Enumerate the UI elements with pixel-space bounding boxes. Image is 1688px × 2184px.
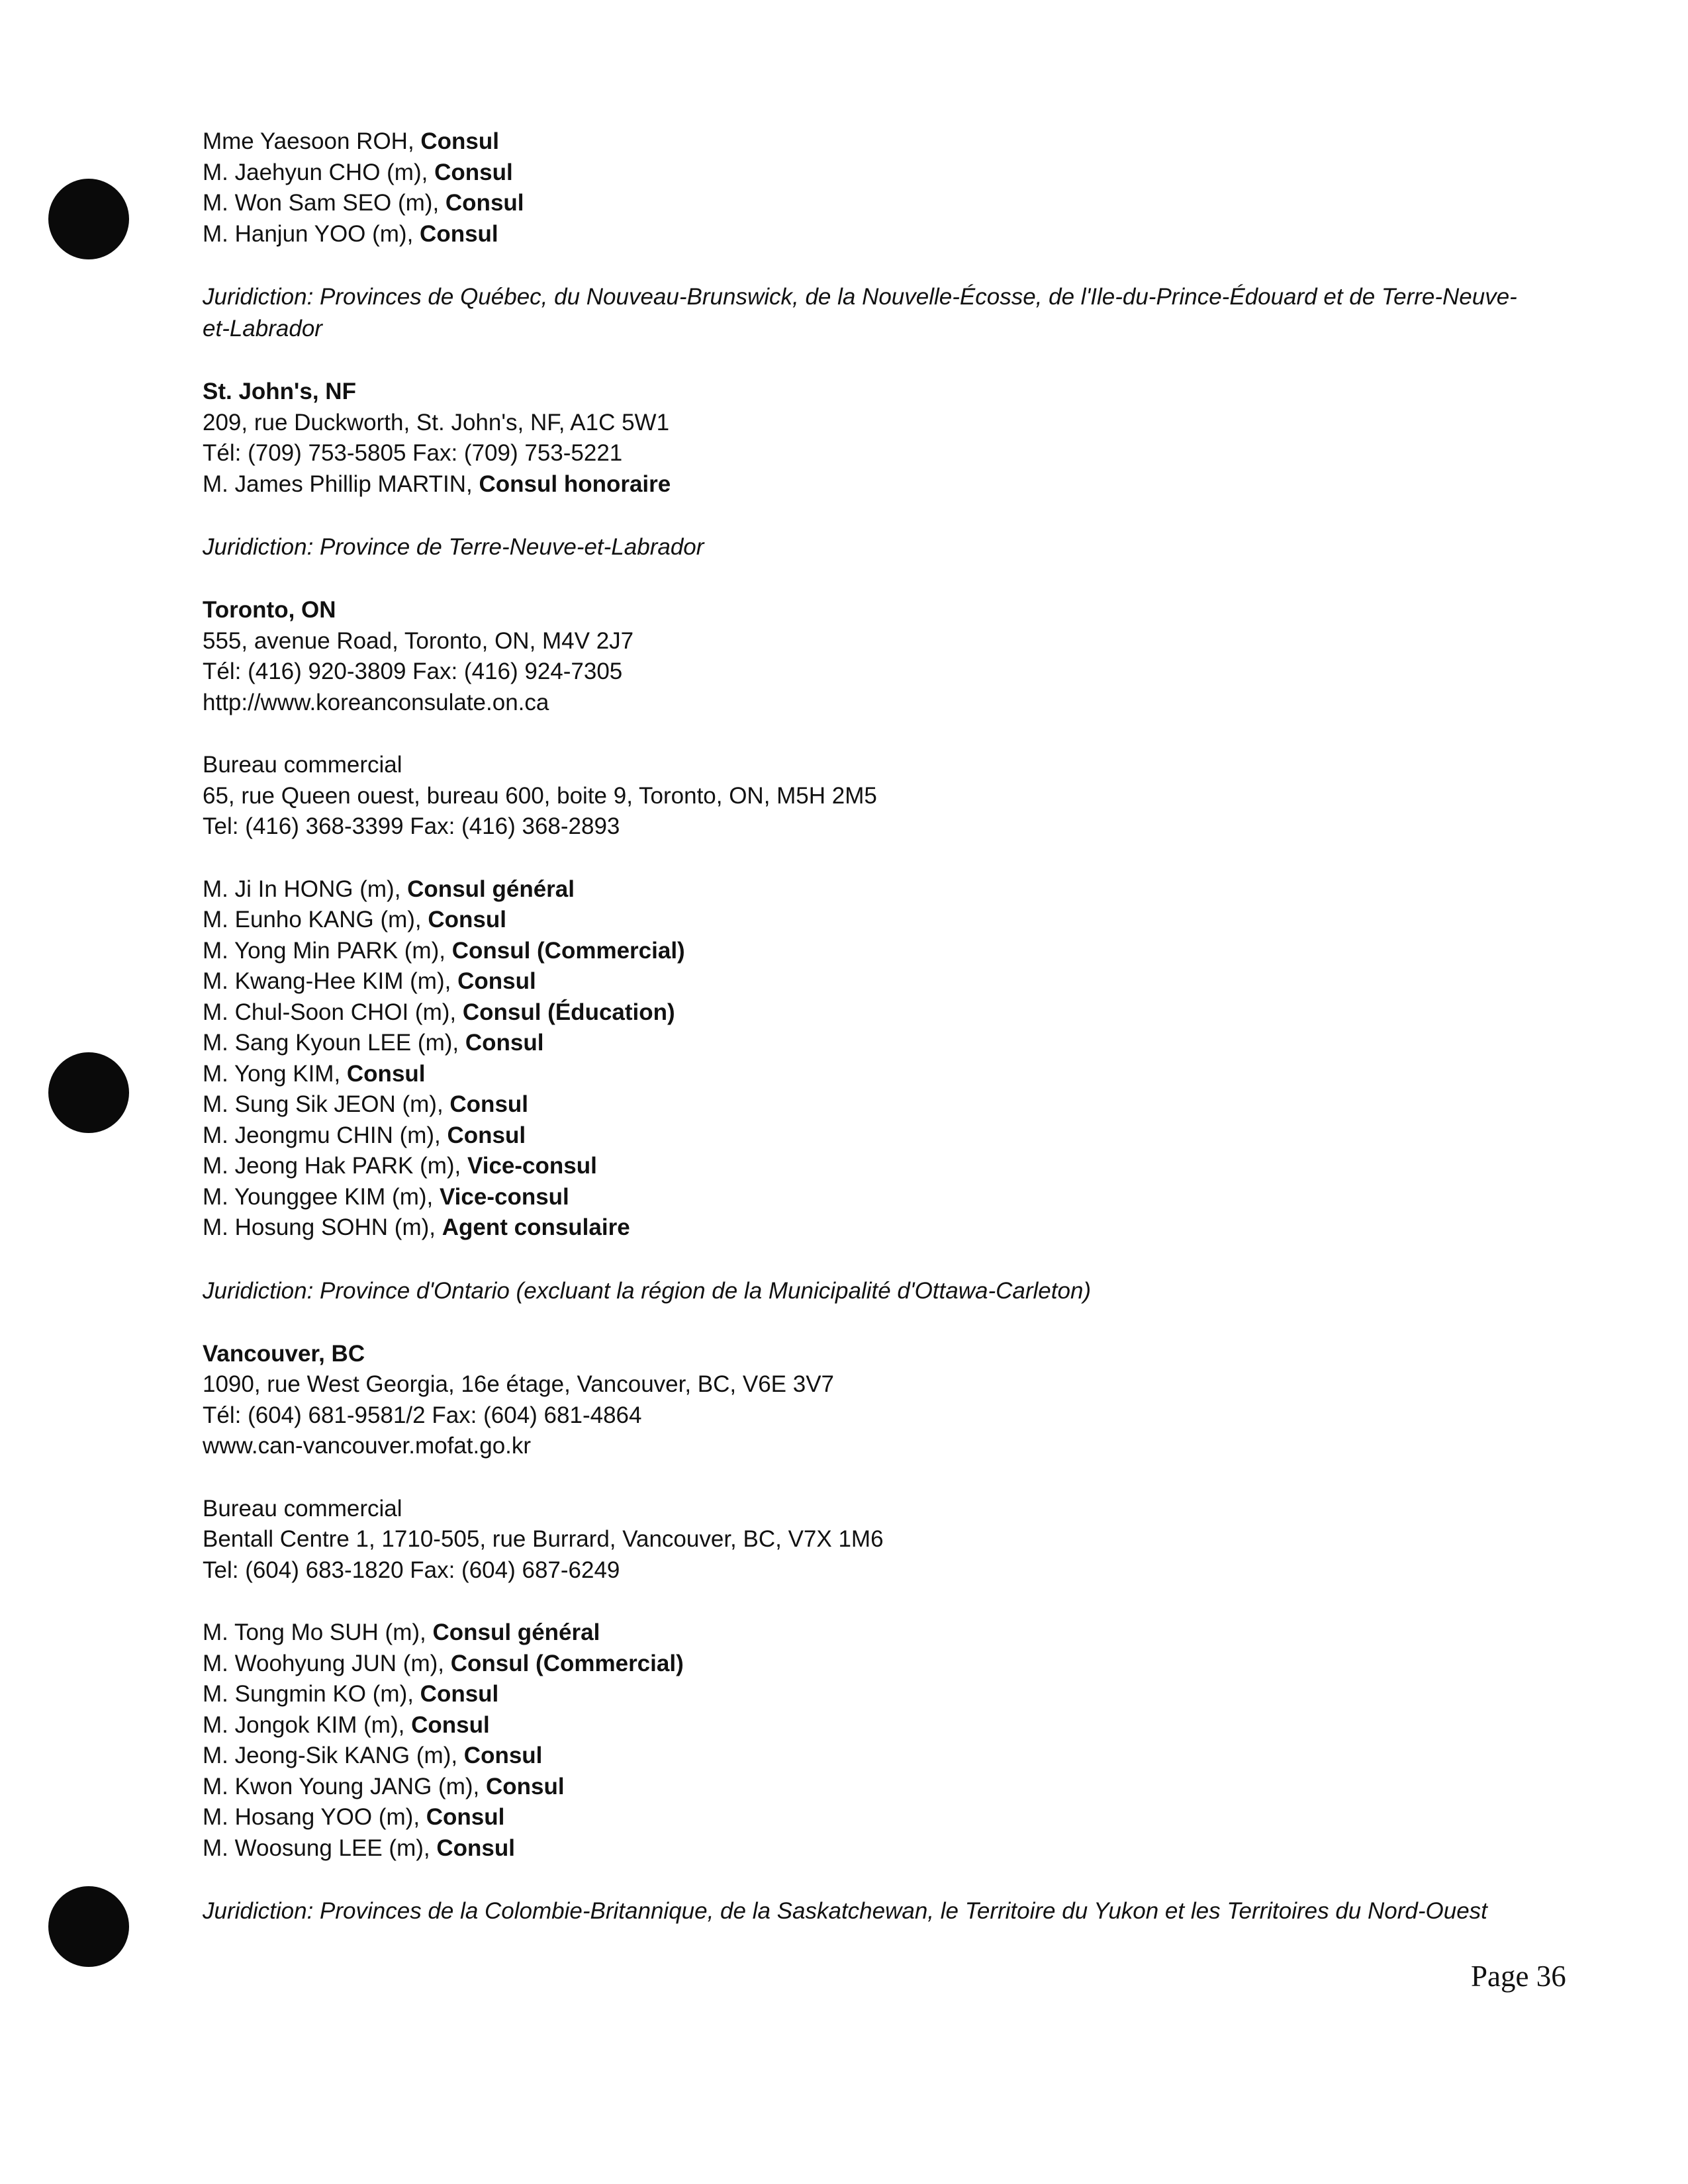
bureau-address: 65, rue Queen ouest, bureau 600, boite 9, Toronto, ON, M5H 2M5 — [203, 782, 877, 809]
staff-entry: M. Won Sam SEO (m), Consul — [203, 190, 524, 216]
office-phone: Tél: (709) 753-5805 Fax: (709) 753-5221 — [203, 440, 623, 466]
staff-entry: M. Eunho KANG (m), Consul — [203, 907, 506, 933]
staff-entry: M. Jeong Hak PARK (m), Vice-consul — [203, 1153, 597, 1179]
jurisdiction-note: Juridiction: Provinces de la Colombie-Britannique, de la Saskatchewan, le Territoire du Yukon et les Territoires du Nord-Ouest — [203, 1898, 1487, 1924]
staff-entry: Mme Yaesoon ROH, Consul — [203, 128, 499, 154]
staff-entry: M. Woosung LEE (m), Consul — [203, 1835, 515, 1861]
staff-entry: M. Tong Mo SUH (m), Consul général — [203, 1619, 600, 1645]
document-body — [203, 126, 1560, 1927]
office-website: www.can-vancouver.mofat.go.kr — [203, 1433, 532, 1459]
office-phone: Tél: (604) 681-9581/2 Fax: (604) 681-4864 — [203, 1402, 642, 1428]
staff-entry: M. James Phillip MARTIN, Consul honoraire — [203, 471, 671, 497]
staff-entry: M. Sungmin KO (m), Consul — [203, 1681, 499, 1707]
office-address: 1090, rue West Georgia, 16e étage, Vancouver, BC, V6E 3V7 — [203, 1371, 835, 1397]
bureau-phone: Tel: (416) 368-3399 Fax: (416) 368-2893 — [203, 813, 620, 839]
staff-entry: M. Jeongmu CHIN (m), Consul — [203, 1122, 526, 1148]
staff-entry: M. Jeong-Sik KANG (m), Consul — [203, 1743, 543, 1768]
office-address: 209, rue Duckworth, St. John's, NF, A1C 5W1 — [203, 409, 670, 435]
staff-list — [203, 126, 1560, 250]
staff-entry: M. Younggee KIM (m), Vice-consul — [203, 1183, 569, 1210]
staff-entry: M. Hosang YOO (m), Consul — [203, 1804, 505, 1830]
staff-entry: M. Sang Kyoun LEE (m), Consul — [203, 1030, 544, 1056]
bureau-label: Bureau commercial — [203, 752, 402, 778]
staff-entry: M. Hanjun YOO (m), Consul — [203, 220, 498, 247]
staff-entry: M. Chul-Soon CHOI (m), Consul (Éducation) — [203, 999, 675, 1025]
jurisdiction-note: Juridiction: Province de Terre-Neuve-et-Labrador — [203, 534, 704, 560]
bureau-address: Bentall Centre 1, 1710-505, rue Burrard, Vancouver, BC, V7X 1M6 — [203, 1526, 884, 1552]
staff-entry: M. Yong KIM, Consul — [203, 1060, 426, 1087]
office-title: Vancouver, BC — [203, 1340, 365, 1367]
staff-entry: M. Kwang-Hee KIM (m), Consul — [203, 968, 536, 994]
page-number: Page 36 — [1471, 1960, 1566, 1993]
staff-entry: M. Woohyung JUN (m), Consul (Commercial) — [203, 1650, 684, 1676]
jurisdiction-note: Juridiction: Provinces de Québec, du Nouveau-Brunswick, de la Nouvelle-Écosse, de l'Ile-du-Prince-Édouard et de Terre-Neuve-et-Labrador — [203, 284, 1517, 341]
staff-entry: M. Jongok KIM (m), Consul — [203, 1711, 490, 1738]
staff-entry: M. Yong Min PARK (m), Consul (Commercial) — [203, 937, 685, 964]
staff-entry: M. Ji In HONG (m), Consul général — [203, 876, 575, 902]
staff-entry: M. Kwon Young JANG (m), Consul — [203, 1773, 565, 1799]
binder-hole — [48, 179, 129, 259]
jurisdiction-note: Juridiction: Province d'Ontario (excluant la région de la Municipalité d'Ottawa-Carleton) — [203, 1277, 1092, 1304]
staff-entry: M. Jaehyun CHO (m), Consul — [203, 159, 513, 185]
staff-list — [203, 1617, 1560, 1864]
office-address: 555, avenue Road, Toronto, ON, M4V 2J7 — [203, 627, 634, 654]
office-phone: Tél: (416) 920-3809 Fax: (416) 924-7305 — [203, 659, 623, 684]
office-title: Toronto, ON — [203, 597, 336, 623]
bureau-label: Bureau commercial — [203, 1495, 402, 1522]
office-website: http://www.koreanconsulate.on.ca — [203, 689, 549, 715]
binder-hole — [48, 1886, 129, 1967]
staff-list — [203, 874, 1560, 1244]
bureau-phone: Tel: (604) 683-1820 Fax: (604) 687-6249 — [203, 1557, 620, 1583]
binder-hole — [48, 1052, 129, 1133]
office-title: St. John's, NF — [203, 379, 356, 404]
staff-entry: M. Hosung SOHN (m), Agent consulaire — [203, 1214, 630, 1240]
staff-entry: M. Sung Sik JEON (m), Consul — [203, 1091, 529, 1117]
